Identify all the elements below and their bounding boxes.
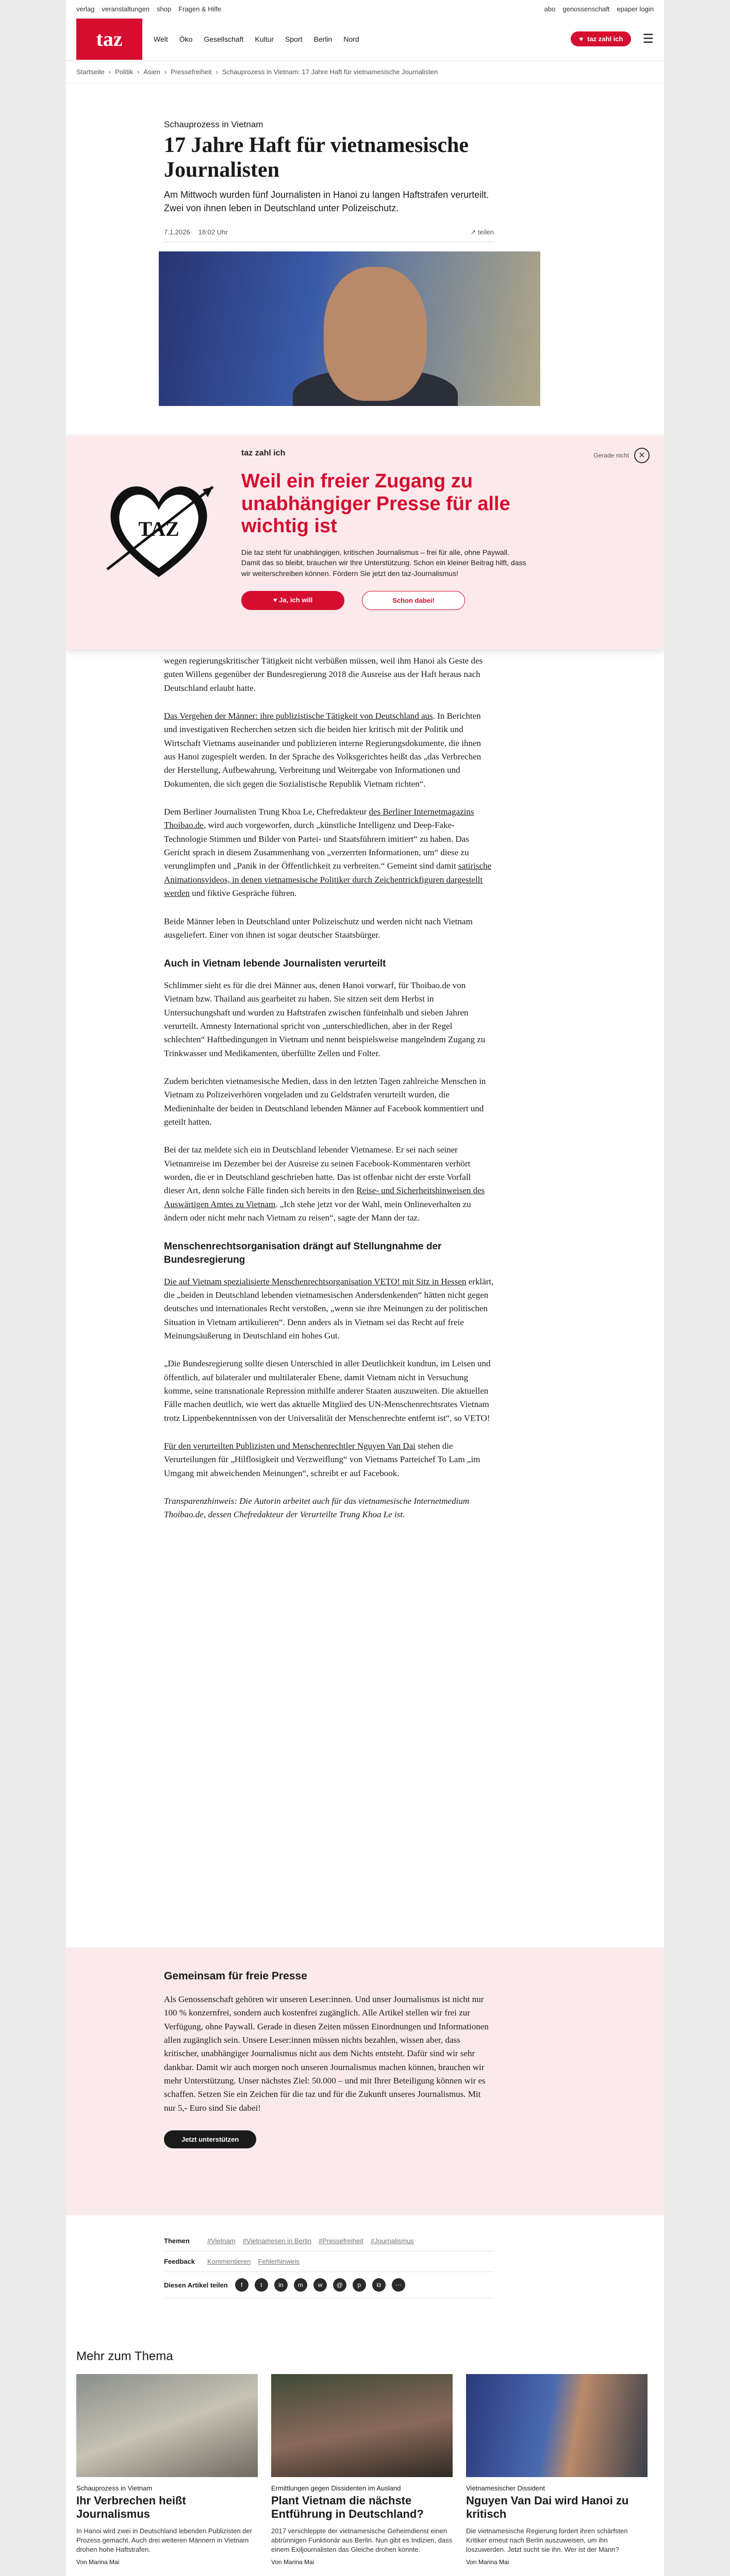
article-kicker: Schauprozess in Vietnam xyxy=(164,120,263,129)
site-header xyxy=(66,18,664,61)
card-kicker: Schauprozess in Vietnam xyxy=(76,2484,153,2492)
nav-item-kultur[interactable]: Kultur xyxy=(255,35,274,43)
theme-tag[interactable]: #Vietnamesen in Berlin xyxy=(242,2237,312,2245)
topbar-link-genossenschaft[interactable]: genossenschaft xyxy=(562,5,610,13)
breadcrumb-current: Schauprozess in Vietnam: 17 Jahre Haft für vietnamesische Journalisten xyxy=(222,68,438,76)
taz-zahl-ich-button[interactable] xyxy=(571,31,631,46)
photo-face xyxy=(324,267,427,401)
mastodon-icon[interactable]: m xyxy=(294,2278,307,2292)
topbar-link-shop[interactable]: shop xyxy=(156,5,172,13)
paragraph: Die auf Vietnam spezialisierte Menschenrechtsorganisation VETO! mit Sitz in Hessen erklärt, die „beiden in Deutschland lebenden vietnamesischen Andersdenkenden“ hätten nicht gegen deutsches und internationales Recht verstoßen, „wenn sie ihre Meinungen zu der politischen Situation in Vietnam artikulieren“. Denn anders als in Vietnam sei das Recht auf freie Meinungsäußerung in Deutschland ein hohes Gut. xyxy=(164,1276,494,1341)
topbar-link-epaper[interactable]: epaper login xyxy=(617,5,654,13)
hamburger-icon[interactable]: ☰ xyxy=(642,32,654,46)
paragraph: Für den verurteilten Publizisten und Menschenrechtler Nguyen Van Dai stehen die Verurteilungen für „Hilflosigkeit und Verzweiflung“ von Vietnams Parteichef To Lam „im Umgang mit abweichenden Meinungen“, schreibt er auf Facebook. xyxy=(164,1441,480,1478)
main-nav xyxy=(154,35,359,43)
nav-item-welt[interactable]: Welt xyxy=(154,35,168,43)
article-meta xyxy=(164,228,494,242)
themes-label: Themen xyxy=(164,2237,190,2245)
card-kicker: Ermittlungen gegen Dissidenten im Ausland xyxy=(271,2484,401,2492)
related-card[interactable] xyxy=(76,2374,258,2566)
donation-box xyxy=(66,1947,664,2215)
paragraph: „Die Bundesregierung sollte diesen Unterschied in aller Deutlichkeit kundtun, im Leisen und öffentlich, auf bilateraler und multilateraler Ebene, damit Vietnam nicht in Versuchung komme, seine transnationale Repression mithilfe anderer Staaten auszuweiten. Die aktuellen Fälle machen deutlich, wie wert das aktuelle Mitglied des UN-Menschenrechtsrates Vietnam trotz Lippenbekenntnissen von der Universalität der Menschenrechte entfernt ist“, so VETO! xyxy=(164,1359,491,1423)
twitter-icon[interactable]: t xyxy=(255,2278,268,2292)
section-heading: Auch in Vietnam lebende Journalisten verurteilt xyxy=(164,958,386,970)
inline-link[interactable]: des Berliner Internetmagazins Thoibao.de xyxy=(164,807,474,831)
paragraph: Zudem berichten vietnamesische Medien, dass in den letzten Tagen zahlreiche Menschen in Vietnam zu Polizeiverhören vorgeladen und zu Geldstrafen verurteilt wurden, die Medieninhalte der beiden in Deutschland lebenden Männer auf Facebook kommentiert und geteilt hatten. xyxy=(164,1076,486,1127)
donation-title: Gemeinsam für freie Presse xyxy=(164,1970,307,1982)
card-image xyxy=(76,2374,258,2477)
inline-link[interactable]: Reise- und Sicherheitshinweisen des Auswärtigen Amtes zu Vietnam xyxy=(164,1185,485,1209)
nav-item-oeko[interactable]: Öko xyxy=(179,35,193,43)
article-title: 17 Jahre Haft für vietnamesische Journalisten xyxy=(164,133,469,182)
support-button[interactable]: Jetzt unterstützen xyxy=(164,2130,256,2148)
topbar-link-veranstaltungen[interactable]: veranstaltungen xyxy=(102,5,150,13)
copy-link-icon[interactable]: ⧉ xyxy=(372,2278,386,2292)
card-kicker: Vietnamesischer Dissident xyxy=(466,2484,545,2492)
card-author: Von Marina Mai xyxy=(76,2558,120,2566)
share-row-label: Diesen Artikel teilen xyxy=(164,2281,228,2289)
article-photo xyxy=(159,251,540,406)
page xyxy=(66,0,664,2576)
facebook-icon[interactable]: f xyxy=(235,2278,248,2292)
feedback-row xyxy=(164,2251,494,2272)
comment-link[interactable]: Kommentieren xyxy=(207,2258,251,2265)
print-icon[interactable]: p xyxy=(353,2278,366,2292)
taz-logo[interactable]: taz xyxy=(76,19,142,60)
overlay-heading: Weil ein freier Zugang zu unabhängiger Presse für alle wichtig ist xyxy=(241,470,510,537)
article-intro: Am Mittwoch wurden fünf Journalisten in Hanoi zu langen Haftstrafen verurteilt. Zwei von ihnen leben in Deutschland unter Polizeischutz. xyxy=(164,189,489,213)
breadcrumb-item[interactable]: Asien xyxy=(143,68,160,76)
error-report-link[interactable]: Fehlerhinweis xyxy=(258,2258,300,2265)
article-header xyxy=(66,103,664,406)
breadcrumb-item[interactable]: Pressefreiheit xyxy=(171,68,212,76)
card-author: Von Marina Mai xyxy=(466,2558,509,2566)
transparency-note: Transparenzhinweis: Die Autorin arbeitet auch für das vietnamesische Internetmedium Thoibao.de, dessen Chefredakteur der Verurteilte Trung Khoa Le ist. xyxy=(164,1496,470,1520)
whatsapp-icon[interactable]: w xyxy=(313,2278,327,2292)
paragraph: wegen regierungskritischer Tätigkeit nicht verbüßen müssen, weil ihm Hanoi als Geste des guten Willens gegenüber der Bundesregierung 2018 die Ausreise aus der Haft heraus nach Deutschland erlaubt hatte. xyxy=(164,656,483,693)
top-utility-bar xyxy=(66,0,664,18)
share-label: teilen xyxy=(477,228,494,236)
close-icon[interactable]: ✕ xyxy=(634,448,650,463)
nav-item-gesellschaft[interactable]: Gesellschaft xyxy=(204,35,244,43)
card-title: Nguyen Van Dai wird Hanoi zu kritisch xyxy=(466,2494,629,2521)
overlay-text: Die taz steht für unabhängigen, kritischen Journalismus – frei für alle, ohne Paywall. Damit das so bleibt, brauchen wir Ihre Unterstützung. Schon ein kleiner Beitrag hilft, dass wir weiterschreiben können. Fördern Sie jetzt den taz-Journalismus! xyxy=(241,548,526,578)
related-card[interactable] xyxy=(466,2374,648,2566)
article-date: 7.1.2026 xyxy=(164,228,190,236)
related-title: Mehr zum Thema xyxy=(76,2349,173,2363)
nav-item-berlin[interactable]: Berlin xyxy=(313,35,333,43)
inline-link[interactable]: Für den verurteilten Publizisten und Menschenrechtler Nguyen Van Dai xyxy=(164,1441,416,1451)
card-text: 2017 verschleppte der vietnamesische Geheimdienst einen abtrünnigen Funktionär aus Berlin. Nun gibt es Indizien, dass einem Exiljournalisten das Gleiche drohen könnte. xyxy=(271,2527,453,2554)
overlay-body xyxy=(241,449,530,610)
topbar-link-help[interactable]: Fragen & Hilfe xyxy=(178,5,222,13)
paragraph: Dem Berliner Journalisten Trung Khoa Le, Chefredakteur des Berliner Internetmagazins Thoibao.de, wird auch vorgeworfen, durch „künstliche Intelligenz und Deep-Fake-Technologie Stimmen und Bilder von Partei- und Staatsführern imitiert“ zu haben. Das Gericht sprach in diesem Zusammenhang von „verzerrten Informationen, um“ diese zu verunglimpfen und „Panik in der Öffentlichkeit zu verbreiten.“ Gemeint sind damit satirische Animationsvideos, in denen vietnamesische Politiker durch Zeichentrickfiguren dargestellt werden und fiktive Gespräche führen. xyxy=(164,807,492,899)
related-articles xyxy=(66,2349,664,2566)
taz-zahl-ich-label: taz zahl ich xyxy=(587,35,623,43)
email-icon[interactable]: @ xyxy=(333,2278,346,2292)
paragraph: Beide Männer leben in Deutschland unter Polizeischutz und werden nicht nach Vietnam ausgeliefert. Einer von ihnen ist sogar deutscher Staatsbürger. xyxy=(164,916,473,940)
breadcrumb-item[interactable]: Startseite xyxy=(76,68,105,76)
article-time: 18:02 Uhr xyxy=(198,228,228,236)
donation-text: Als Genossenschaft gehören wir unseren Leser:innen. Und unser Journalismus ist nicht nur 100 % konzernfrei, sondern auch kostenfrei zugänglich. Alle Artikel stellen wir frei zur Verfügung, ohne Paywall. Gerade in diesen Zeiten müssen Einordnungen und Informationen allen zugänglich sein. Unsere Leser:innen müssen nichts bezahlen, wissen aber, dass kritischer, unabhängiger Journalismus nicht aus dem Nichts entsteht. Dafür sind wir sehr dankbar. Damit wir auch morgen noch unseren Journalismus machen können, brauchen wir mehr Unterstützung. Unser nächstes Ziel: 50.000 – und mit Ihrer Beteiligung können wir es schaffen. Setzen Sie ein Zeichen für die taz und für die Zukunft unseres Journalismus. Mit nur 5,- Euro sind Sie dabei! xyxy=(164,1994,489,2113)
theme-tag[interactable]: #Journalismus xyxy=(370,2237,414,2245)
linkedin-icon[interactable]: in xyxy=(274,2278,288,2292)
overlay-brand: taz zahl ich xyxy=(241,449,286,457)
nav-item-nord[interactable]: Nord xyxy=(343,35,359,43)
themes-row xyxy=(164,2231,494,2251)
feedback-label: Feedback xyxy=(164,2258,195,2265)
overlay-later-button[interactable]: Schon dabei! xyxy=(362,591,465,610)
heart-icon: ♥ xyxy=(579,35,584,43)
overlay-close-label: Gerade nicht xyxy=(593,452,629,459)
article-footer xyxy=(164,2231,494,2298)
heart-text: TAZ xyxy=(138,517,179,540)
theme-tag[interactable]: #Pressefreiheit xyxy=(319,2237,363,2245)
card-author: Von Marina Mai xyxy=(271,2558,314,2566)
overlay-yes-label: Ja, ich will xyxy=(279,596,313,604)
card-title: Ihr Verbrechen heißt Journalismus xyxy=(76,2494,186,2521)
article-body xyxy=(164,654,494,1522)
card-title: Plant Vietnam die nächste Entführung in Deutschland? xyxy=(271,2494,424,2521)
inline-link[interactable]: Die auf Vietnam spezialisierte Menschenrechtsorganisation VETO! mit Sitz in Hessen xyxy=(164,1276,467,1286)
inline-link[interactable]: Das Vergehen der Männer: ihre publizistische Tätigkeit von Deutschland aus xyxy=(164,711,433,721)
more-icon[interactable]: ⋯ xyxy=(392,2278,405,2292)
topbar-link-verlag[interactable]: verlag xyxy=(76,5,95,13)
overlay-yes-button[interactable]: ♥ Ja, ich will xyxy=(241,591,344,610)
card-image xyxy=(466,2374,648,2477)
share-button[interactable]: ↗ teilen xyxy=(470,228,494,236)
theme-tag[interactable]: #Vietnam xyxy=(207,2237,236,2245)
card-text: Die vietnamesische Regierung fordert ihren schärfsten Kritiker erneut nach Berlin auszuweisen, um ihn loszuwerden. Jetzt sucht sie ihn. Wer ist der Mann? xyxy=(466,2527,628,2554)
taz-heart-icon xyxy=(97,466,221,590)
card-image xyxy=(271,2374,453,2477)
overlay-close[interactable] xyxy=(593,448,650,463)
card-text: In Hanoi wird zwei in Deutschland lebenden Publizisten der Prozess gemacht. Auch drei weiteren Männern in Vietnam drohen hohe Haftstrafen. xyxy=(76,2527,253,2554)
section-heading: Menschenrechtsorganisation drängt auf Stellungnahme der Bundesregierung xyxy=(164,1241,442,1265)
paragraph: Das Vergehen der Männer: ihre publizistische Tätigkeit von Deutschland aus. In Berichten und investigativen Recherchen setzen sich die beiden hier kritisch mit der Politik und Wirtschaft Vietnams auseinander und publizieren interne Regierungsdokumente, die ihnen aus Hanoi zugespielt werden. In der Sprache des Volksgerichtes heißt das „das Verbrechen der Herstellung, Aufbewahrung, Verbreitung und Weitergabe von Informationen und Dokumenten, die sich gegen die Sozialistische Republik Vietnam richten“. xyxy=(164,711,482,789)
share-row xyxy=(164,2272,494,2298)
breadcrumb-item[interactable]: Politik xyxy=(115,68,133,76)
paragraph: Bei der taz meldete sich ein in Deutschland lebender Vietnamese. Er sei nach seiner Vietnamreise im Dezember bei der Ausreise zu seinen Facebook-Kommentaren verhört worden, die er in Deutschland geschrieben hatte. Das ist offenbar nicht der erste Vorfall dieser Art, denn solche Fälle finden sich bereits in den Reise- und Sicherheitshinweisen des Auswärtigen Amtes zu Vietnam. „Ich stehe jetzt vor der Wahl, mein Onlineverhalten zu ändern oder nicht mehr nach Vietnam zu reisen“, sagte der Mann der taz. xyxy=(164,1145,485,1223)
inline-link[interactable]: satirische Animationsvideos, in denen vietnamesische Politiker durch Zeichentrickfiguren dargestellt werden xyxy=(164,861,492,899)
nav-item-sport[interactable]: Sport xyxy=(285,35,303,43)
paywall-overlay xyxy=(66,435,664,649)
paragraph: Schlimmer sieht es für die drei Männer aus, denen Hanoi vorwarf, für Thoibao.de von Vietnam bzw. Thailand aus gearbeitet zu haben. Sie sitzen seit dem Herbst in Untersuchungshaft und wurden zu Haftstrafen zwischen fünfeinhalb und sieben Jahren verurteilt. Amnesty International spricht von „unterschiedlichen, aber in der Regel schlechten“ Haftbedingungen in Vietnam und nennt beispielsweise mangelndem Zugang zu Trinkwasser und Medikamenten, überfüllte Zellen und Folter. xyxy=(164,980,486,1058)
topbar-link-abo[interactable]: abo xyxy=(544,5,556,13)
breadcrumb: Startseite › Politik › Asien › Pressefreiheit › Schauprozess in Vietnam: 17 Jahre Haft für vietnamesische Journalisten xyxy=(66,61,664,83)
related-card[interactable] xyxy=(271,2374,453,2566)
